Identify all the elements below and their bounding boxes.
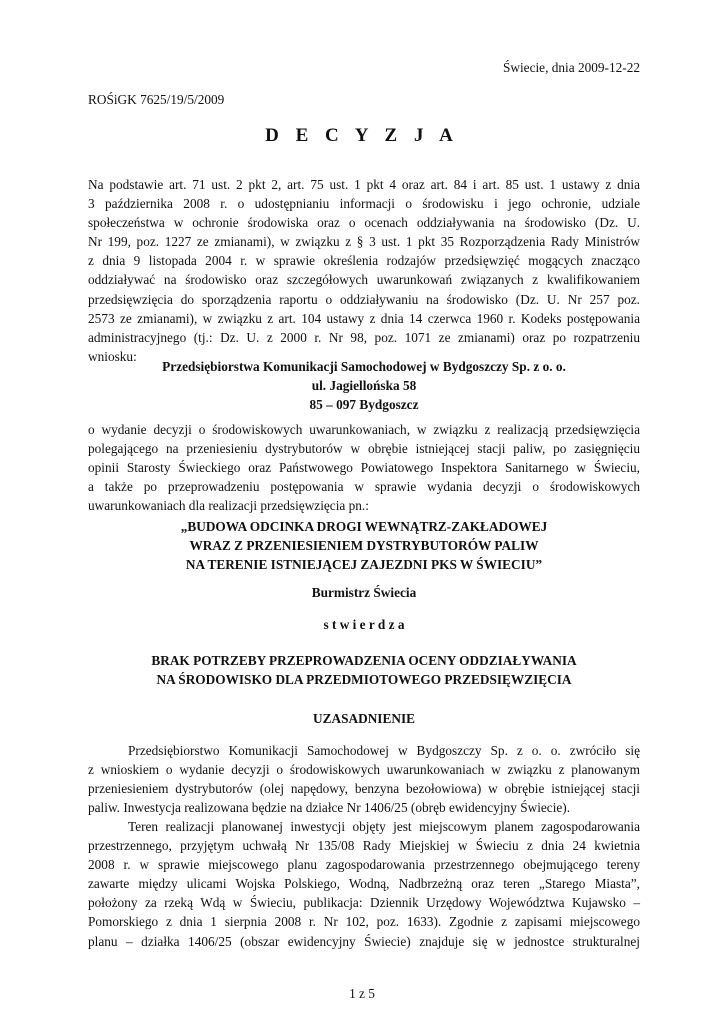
text-line: wniosku: <box>88 348 137 364</box>
text-line: społeczeństwa w ochronie środowiska oraz o ocenach oddziaływania na środowisko (Dz. U. <box>88 215 640 231</box>
text-line: Pomorskiego z dnia 1 sierpnia 2008 r. Nr 102, poz. 1633). Zgodnie z zapisami miejscowego <box>88 914 640 930</box>
decision-verb: s t w i e r d z a <box>323 617 405 632</box>
text-line: przestrzennego, przyjętym uchwałą Nr 135/08 Rady Miejskiej w Świeciu z dnia 24 kwietnia <box>88 838 640 854</box>
text-line: 2573 ze zmianami), w związku z art. 104 ustawy z dnia 14 czerwca 1960 r. Kodeks postępowania <box>88 310 640 326</box>
applicant-block <box>88 357 640 414</box>
request-paragraph <box>88 420 640 515</box>
project-title-line: NA TERENIE ISTNIEJĄCEJ ZAJEZDNI PKS W ŚWIECIU” <box>185 557 543 572</box>
text-line: o wydanie decyzji o środowiskowych uwarunkowaniach, w związku z realizacją przedsięwzięcia <box>88 422 640 437</box>
justification-paragraph-2 <box>88 817 640 951</box>
text-line: 2008 r. w sprawie miejscowego planu zagospodarowania przestrzennego obejmującego tereny <box>88 857 640 873</box>
text-line: planu – działka 1406/25 (obszar ewidencyjny Świecie) znajduje się w jednostce strukturalnej <box>88 933 640 949</box>
reference-number: ROŚiGK 7625/19/5/2009 <box>88 92 225 107</box>
project-title-line: „BUDOWA ODCINKA DROGI WEWNĄTRZ-ZAKŁADOWEJ <box>180 519 548 534</box>
applicant-street: ul. Jagiellońska 58 <box>311 378 417 393</box>
text-line: polegającego na przeniesieniu dystrybutorów w obrębie istniejącej stacji paliw, po zasięgnięciu <box>88 441 640 457</box>
text-line: Przedsiębiorstwo Komunikacji Samochodowej w Bydgoszczy Sp. z o. o. zwróciło się <box>128 743 640 758</box>
text-line: przedsięwzięcia do sporządzenia raportu o oddziaływaniu na środowisko (Dz. U. Nr 257 poz. <box>88 291 640 307</box>
text-line: administracyjnego (tj.: Dz. U. z 2000 r. Nr 98, poz. 1071 ze zmianami) oraz po rozpatrzeniu <box>88 329 640 345</box>
text-line: opinii Starosty Świeckiego oraz Państwowego Powiatowego Inspektora Sanitarnego w Świeciu, <box>88 460 640 476</box>
text-line: paliw. Inwestycja realizowana będzie na działce Nr 1406/25 (obręb ewidencyjny Świecie). <box>88 800 571 816</box>
text-line: Nr 199, poz. 1227 ze zmianami), w związku z § 3 ust. 1 pkt 35 Rozporządzenia Rady Ministrów <box>88 234 640 250</box>
text-line: Teren realizacji planowanej inwestycji objęty jest miejscowym planem zagospodarowania <box>128 819 640 834</box>
justification-paragraph-1 <box>88 741 640 817</box>
page-number: 1 z 5 <box>349 986 375 1001</box>
text-line: 3 października 2008 r. o udostępnianiu informacji o środowisku i jego ochronie, udziale <box>88 196 640 212</box>
applicant-city: 85 – 097 Bydgoszcz <box>309 397 419 412</box>
justification-heading: UZASADNIENIE <box>313 711 415 726</box>
text-line: przeniesieniem dystrybutorów (olej napędowy, benzyna bezołowiowa) w obrębie istniejącej stacji <box>88 781 640 797</box>
project-title-line: WRAZ Z PRZENIESIENIEM DYSTRYBUTORÓW PALIW <box>189 538 539 553</box>
text-line: z wnioskiem o wydanie decyzji o środowiskowych uwarunkowaniach w związku z planowanym <box>88 762 640 778</box>
ruling-line: NA ŚRODOWISKO DLA PRZEDMIOTOWEGO PRZEDSIĘWZIĘCIA <box>156 672 572 687</box>
text-line: z dnia 9 listopada 2004 r. w sprawie określenia rodzajów przedsięwzięć mogących znacząco <box>88 253 640 269</box>
issuing-authority: Burmistrz Świecia <box>311 585 417 600</box>
text-line: uwarunkowaniach dla realizacji przedsięwzięcia pn.: <box>88 498 369 514</box>
document-title: D E C Y Z J A <box>265 125 459 146</box>
text-line: zawarte między ulicami Wojska Polskiego, Wodną, Nadbrzeżną oraz teren „Starego Miasta”, <box>88 876 640 892</box>
ruling-line: BRAK POTRZEBY PRZEPROWADZENIA OCENY ODDZIAŁYWANIA <box>151 653 577 668</box>
project-title <box>88 517 640 574</box>
text-line: położony za rzeką Wdą w Świeciu, publikacja: Dziennik Urzędowy Województwa Kujawsko – <box>88 895 640 911</box>
document-date: Świecie, dnia 2009-12-22 <box>502 60 640 75</box>
text-line: oddziaływać na środowisko oraz szczegółowych uwarunkowań związanych z kwalifikowaniem <box>88 272 640 288</box>
text-line: Na podstawie art. 71 ust. 2 pkt 2, art. 75 ust. 1 pkt 4 oraz art. 84 i art. 85 ust. 1 ustawy z dnia <box>88 177 640 192</box>
applicant-name: Przedsiębiorstwa Komunikacji Samochodowej w Bydgoszczy Sp. z o. o. <box>162 359 566 374</box>
text-line: a także po przeprowadzeniu postępowania w sprawie wydania decyzji o środowiskowych <box>88 479 640 495</box>
legal-basis-paragraph <box>88 175 640 366</box>
ruling <box>88 651 640 689</box>
